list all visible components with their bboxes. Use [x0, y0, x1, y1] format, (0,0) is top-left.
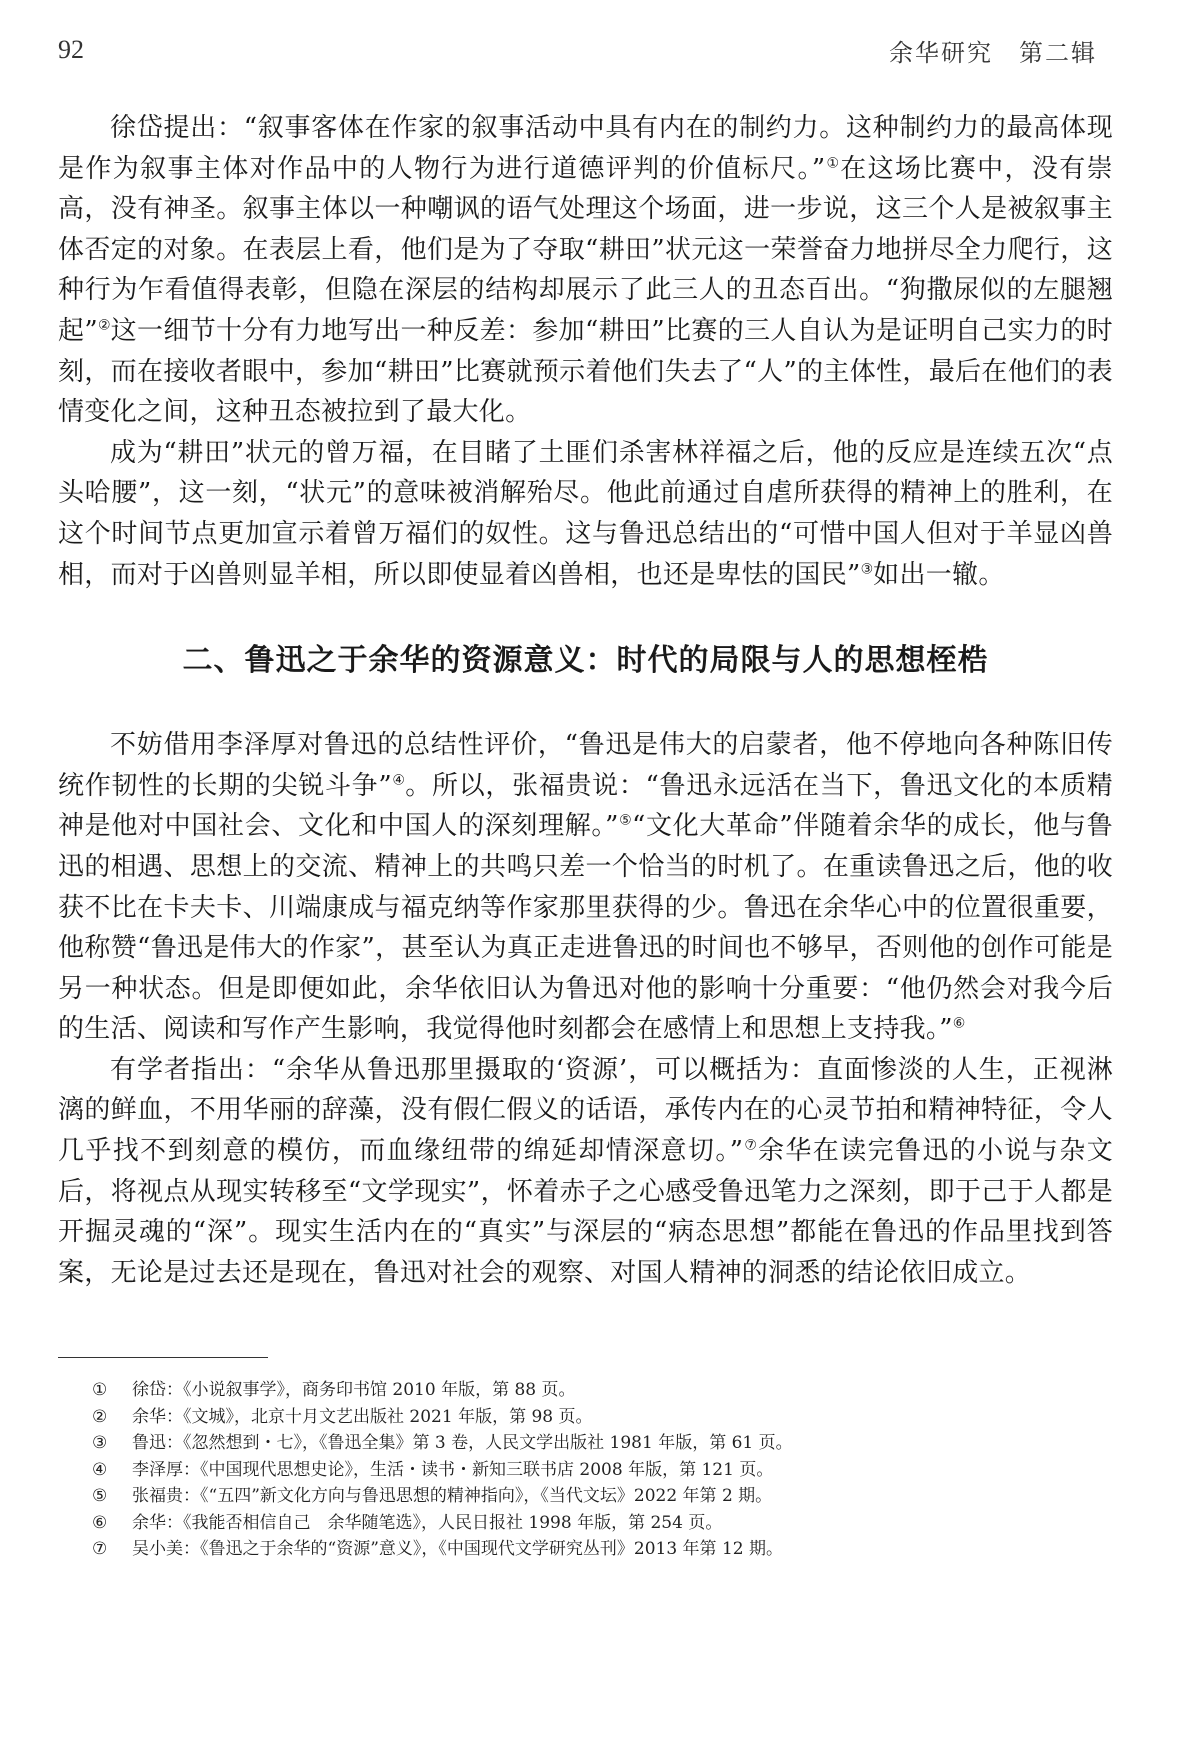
- paragraph: [58, 108, 1113, 433]
- footnote-text: 张福贵：《“五四”新文化方向与鲁迅思想的精神指向》，《当代文坛》2022 年第 2 期。: [132, 1486, 773, 1506]
- footnote-item: [92, 1430, 1113, 1457]
- page-number: 92: [58, 35, 84, 64]
- footnote-item: [92, 1483, 1113, 1510]
- footnote-marker: ④: [92, 1459, 108, 1480]
- footnote-reference[interactable]: ③: [860, 560, 874, 577]
- footnote-text: 鲁迅：《忽然想到・七》，《鲁迅全集》第 3 卷，人民文学出版社 1981 年版，第 61 页。: [132, 1433, 793, 1453]
- paragraph-text: 余华在读完鲁迅的小说与杂文后，将视点从现实转移至“文学现实”，怀着赤子之心感受鲁迅笔力之深刻，即于己于人都是开掘灵魂的“深”。现实生活内在的“真实”与深层的“病态思想”都能在鲁迅的作品里找到答案，无论是过去还是现在，鲁迅对社会的观察、对国人精神的洞悉的结论依旧成立。: [58, 1136, 1113, 1288]
- footnote-divider: [58, 1357, 268, 1358]
- footnote-reference[interactable]: ⑥: [952, 1015, 966, 1032]
- footnote-marker: ③: [92, 1433, 108, 1453]
- section-heading: 二、鲁迅之于余华的资源意义：时代的局限与人的思想桎梏: [182, 643, 989, 679]
- main-text: [58, 108, 1113, 1293]
- section-paragraphs-before: [58, 108, 1113, 595]
- footnote-text: 徐岱：《小说叙事学》，商务印书馆 2010 年版，第 88 页。: [132, 1380, 576, 1400]
- footnote-item: [92, 1377, 1113, 1404]
- footnote-reference[interactable]: ①: [825, 154, 841, 171]
- footnote-item: [92, 1457, 1113, 1484]
- paragraph-text: 成为“耕田”状元的曾万福，在目睹了土匪们杀害林祥福之后，他的反应是连续五次“点头哈腰”，这一刻，“状元”的意味被消解殆尽。他此前通过自虐所获得的精神上的胜利，在这个时间节点更加宣示着曾万福们的奴性。这与鲁迅总结出的“可惜中国人但对于羊显凶兽相，而对于凶兽则显羊相，所以即使显着凶兽相，也还是卑怯的国民”: [58, 437, 1113, 590]
- footnote-marker: ①: [92, 1380, 108, 1400]
- running-title: 余华研究 第二辑: [889, 38, 1097, 67]
- paragraph: [58, 725, 1113, 1050]
- paragraph-text: 这一细节十分有力地写出一种反差：参加“耕田”比赛的三人自认为是证明自己实力的时刻，而在接收者眼中，参加“耕田”比赛就预示着他们失去了“人”的主体性，最后在他们的表情变化之间，这种丑态被拉到了最大化。: [58, 315, 1113, 428]
- footnote-marker: ⑥: [92, 1512, 108, 1533]
- footnote-reference[interactable]: ⑤: [618, 812, 632, 829]
- footnote-reference[interactable]: ②: [97, 317, 111, 334]
- paragraph-text: 。所以，张福贵说：“鲁迅永远活在当下，鲁迅文化的本质精神是他对中国社会、文化和中国人的深刻理解。”: [58, 770, 1113, 842]
- section-paragraphs-after: [58, 725, 1113, 1293]
- footnote-reference[interactable]: ⑦: [743, 1137, 759, 1154]
- page-header: [58, 30, 1097, 70]
- footnote-item: [92, 1536, 1113, 1563]
- paragraph-text: “文化大革命”伴随着余华的成长，他与鲁迅的相遇、思想上的交流、精神上的共鸣只差一个恰当的时机了。在重读鲁迅之后，他的收获不比在卡夫卡、川端康成与福克纳等作家那里获得的少。鲁迅在余华心中的位置很重要，他称赞“鲁迅是伟大的作家”，甚至认为真正走进鲁迅的时间也不够早，否则他的创作可能是另一种状态。但是即便如此，余华依旧认为鲁迅对他的影响十分重要：“他仍然会对我今后的生活、阅读和写作产生影响，我觉得他时刻都会在感情上和思想上支持我。”: [58, 811, 1113, 1045]
- paragraph-text: 如出一辙。: [873, 559, 1005, 590]
- footnote-marker: ⑦: [92, 1539, 108, 1559]
- paragraph-text: 不妨借用李泽厚对鲁迅的总结性评价，“鲁迅是伟大的启蒙者，他不停地向各种陈旧传统作韧性的长期的尖锐斗争”: [58, 730, 1113, 801]
- footnote-item: [92, 1510, 1113, 1537]
- paragraph-text: 在这场比赛中，没有崇高，没有神圣。叙事主体以一种嘲讽的语气处理这个场面，进一步说，这三个人是被叙事主体否定的对象。在表层上看，他们是为了夺取“耕田”状元这一荣誉奋力地拼尽全力爬行，这种行为乍看值得表彰，但隐在深层的结构却展示了此三人的丑态百出。“狗撒尿似的左腿翘起”: [58, 153, 1113, 346]
- footnote-marker: ⑤: [92, 1486, 108, 1506]
- footnote-marker: ②: [92, 1406, 108, 1427]
- footnotes: [92, 1377, 1113, 1563]
- footnote-text: 李泽厚：《中国现代思想史论》，生活・读书・新知三联书店 2008 年版，第 121 页。: [132, 1459, 774, 1480]
- footnote-text: 余华：《我能否相信自己 余华随笔选》，人民日报社 1998 年版，第 254 页。: [132, 1512, 723, 1533]
- footnote-reference[interactable]: ④: [391, 772, 406, 789]
- paragraph-text: 徐岱提出：“叙事客体在作家的叙事活动中具有内在的制约力。这种制约力的最高体现是作为叙事主体对作品中的人物行为进行道德评判的价值标尺。”: [58, 113, 1113, 184]
- paragraph: [58, 433, 1113, 595]
- footnote-item: [92, 1404, 1113, 1431]
- footnote-text: 余华：《文城》，北京十月文艺出版社 2021 年版，第 98 页。: [132, 1406, 593, 1427]
- footnote-text: 吴小美：《鲁迅之于余华的“资源”意义》，《中国现代文学研究丛刊》2013 年第 12 期。: [132, 1539, 783, 1559]
- paragraph: [58, 1050, 1113, 1294]
- paragraph-text: 有学者指出：“余华从鲁迅那里摄取的‘资源’，可以概括为：直面惨淡的人生，正视淋漓的鲜血，不用华丽的辞藻，没有假仁假义的话语，承传内在的心灵节拍和精神特征，令人几乎找不到刻意的模仿，而血缘纽带的绵延却情深意切。”: [58, 1054, 1113, 1167]
